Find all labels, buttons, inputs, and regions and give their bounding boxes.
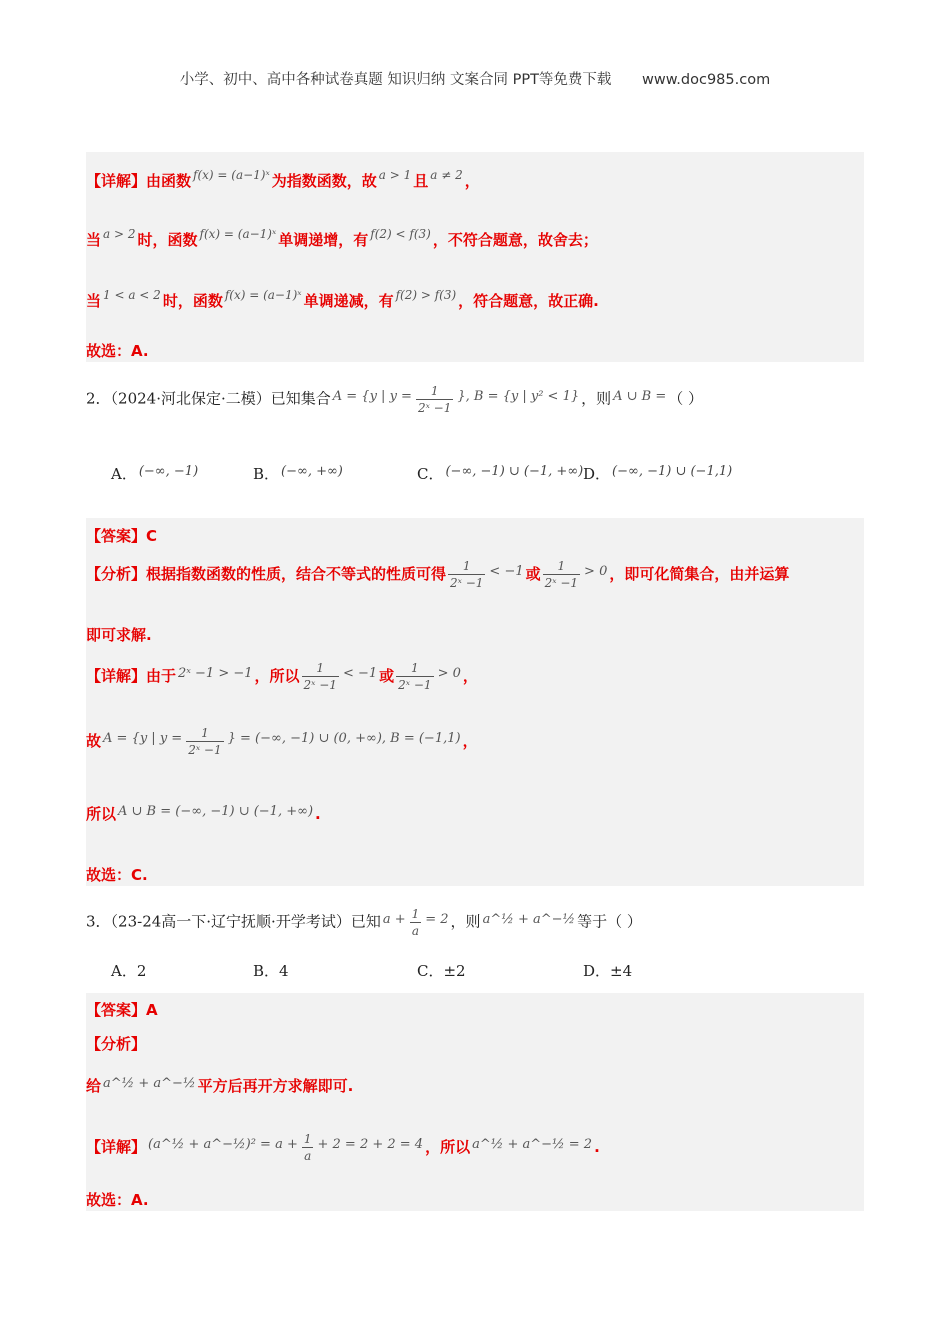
choice-line-2: 故选：C. bbox=[86, 866, 148, 884]
solution-block-2 bbox=[86, 518, 864, 886]
detail-line-1: 【详解】由函数 $^{f(x) = (a-1)ˣ}$ 为指数函数，故 $^{a > 1}$ 且 $^{a \ne 2}$ ， bbox=[86, 168, 480, 190]
q3-option-b[interactable]: B．4 bbox=[253, 962, 289, 980]
q3-option-a[interactable]: A．2 bbox=[111, 962, 147, 980]
header-text: 小学、初中、高中各种试卷真题 知识归纳 文案合同 PPT等免费下载 bbox=[179, 72, 612, 88]
q2-option-a[interactable]: A． (−∞, −1) bbox=[111, 464, 199, 483]
q2-option-c[interactable]: C． (−∞, −1) ∪ (−1, +∞) bbox=[417, 464, 584, 483]
detail-line-2: 当 $^{a > 2}$ 时，函数 $^{f(x) = (a-1)ˣ}$ 单调递增，有 $^{f(2) < f(3)}$ ，不符合题意，故舍去； bbox=[86, 227, 598, 249]
choice-line-3: 故选：A. bbox=[86, 1191, 149, 1209]
header-site: www.doc985.com bbox=[642, 72, 771, 88]
analysis-3-title: 【分析】 bbox=[86, 1035, 147, 1053]
answer-3: 【答案】A bbox=[86, 1001, 158, 1019]
solution-block-1 bbox=[86, 152, 864, 362]
choice-line-1: 故选：A. bbox=[86, 342, 149, 360]
q2-option-d[interactable]: D． (−∞, −1) ∪ (−1,1) bbox=[583, 464, 733, 483]
analysis-3-line: 给 a^½ + a^−½ 平方后再开方求解即可. bbox=[86, 1076, 354, 1095]
analysis-2-line-1: 【分析】根据指数函数的性质，结合不等式的性质可得 $\frac{1}{\text{2ˣ −1}}$ < −1 或 $\frac{1}{\text{2ˣ −1}}$ > 0 ，即可化简集合，由并运算 bbox=[86, 559, 790, 590]
analysis-2-line-2: 即可求解. bbox=[86, 626, 152, 644]
detail-2-line-3: 所以 A ∪ B = (−∞, −1) ∪ (−1, +∞) . bbox=[86, 804, 321, 823]
page-header bbox=[0, 68, 950, 89]
detail-line-3: 当 $^{1 < a < 2}$ 时，函数 $^{f(x) = (a-1)ˣ}$ 单调递减，有 $^{f(2) > f(3)}$ ，符合题意，故正确. bbox=[86, 288, 599, 310]
question-3: 3．（23-24高一下·辽宁抚顺·开学考试）已知 a + $\frac{1}{a}$ = 2 ，则 a^½ + a^−½ 等于（ ） bbox=[86, 907, 642, 938]
detail-2-line-2: 故 A = {y | y = $\frac{1}{\text{2ˣ −1}}$ } = (−∞, −1) ∪ (0, +∞), B = (−1,1) ， bbox=[86, 726, 478, 757]
detail-2-line-1: 【详解】由于 2ˣ −1 > −1 ，所以 $\frac{1}{\text{2ˣ −1}}$ < −1 或 $\frac{1}{\text{2ˣ −1}}$ > 0 ， bbox=[86, 661, 478, 692]
q3-option-d[interactable]: D．±4 bbox=[583, 962, 633, 980]
solution-block-3 bbox=[86, 993, 864, 1211]
question-2: 2．（2024·河北保定·二模）已知集合 A = {y | y = $\frac{1}{\text{2ˣ −1}}$ }, B = {y | y² < 1} ，则 A ∪ B = （ ） bbox=[86, 384, 704, 415]
detail-3-line: 【详解】 (a^½ + a^−½)² = a + $\frac{1}{a}$ + 2 = 2 + 2 = 4 ，所以 a^½ + a^−½ = 2 . bbox=[86, 1132, 600, 1163]
q3-option-c[interactable]: C．±2 bbox=[417, 962, 466, 980]
q2-option-b[interactable]: B． (−∞, +∞) bbox=[253, 464, 343, 483]
answer-2: 【答案】C bbox=[86, 527, 158, 545]
